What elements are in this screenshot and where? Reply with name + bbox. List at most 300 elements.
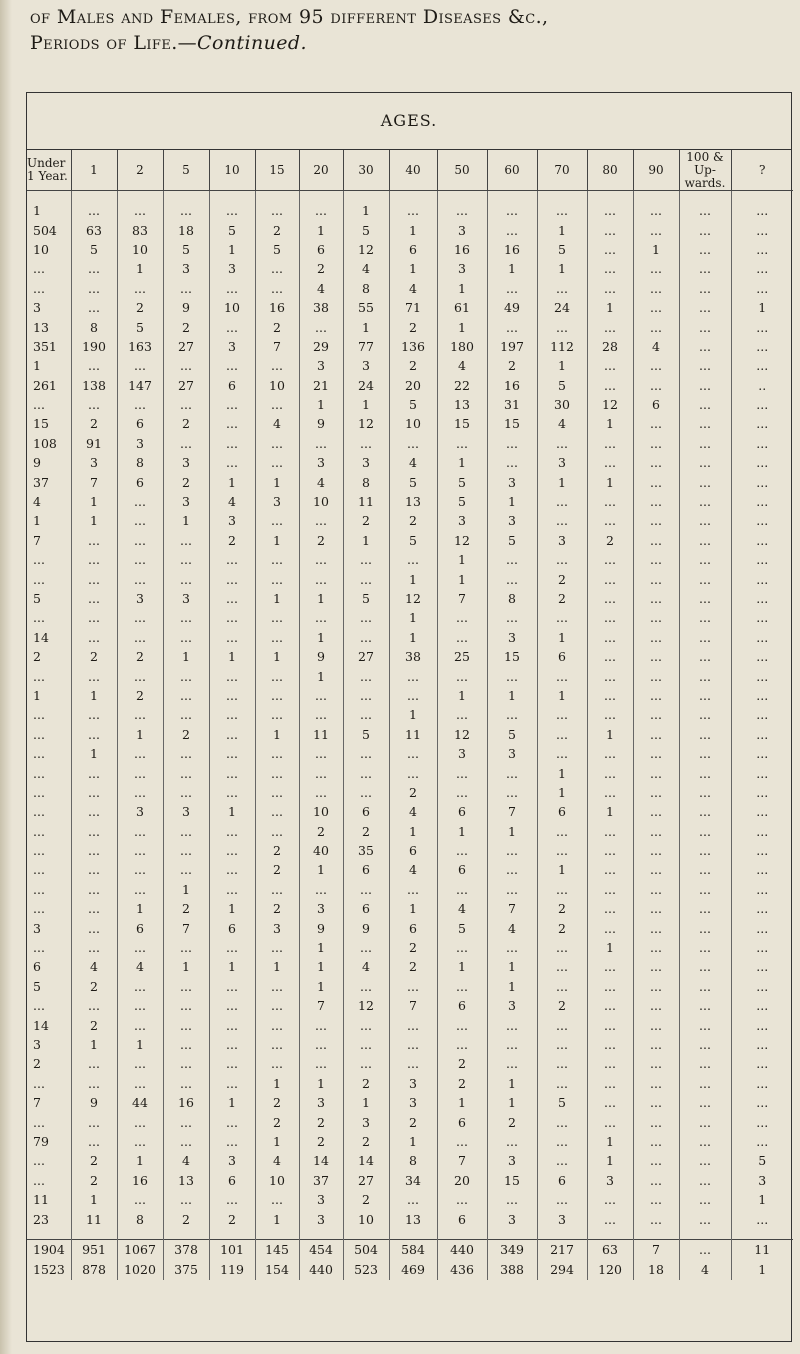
- table-cell: ...: [487, 608, 537, 627]
- table-cell: ...: [633, 1190, 679, 1209]
- table-cell: ...: [487, 201, 537, 220]
- table-cell: 3: [299, 453, 343, 472]
- table-cell: 3: [163, 802, 209, 821]
- table-cell: ...: [163, 783, 209, 802]
- spacer-cell: [633, 1229, 679, 1240]
- spacer-cell: [117, 191, 163, 202]
- table-cell: ...: [756, 435, 769, 451]
- table-cell: 10: [299, 492, 343, 511]
- table-cell: ...: [117, 783, 163, 802]
- table-cell: 10: [343, 1209, 389, 1228]
- table-cell: ...: [679, 841, 731, 860]
- table-row: [27, 201, 793, 220]
- table-cell: 8: [343, 472, 389, 491]
- table-cell: ...: [587, 1054, 633, 1073]
- table-cell: ...: [209, 434, 255, 453]
- table-cell: 2: [255, 220, 299, 239]
- table-cell: 440: [437, 1239, 487, 1260]
- table-cell: ...: [756, 668, 769, 684]
- table-cell: ...: [389, 550, 437, 569]
- table-cell: 1: [487, 259, 537, 278]
- table-cell: ...: [587, 589, 633, 608]
- table-cell: 2: [255, 317, 299, 336]
- table-cell: ...: [487, 1015, 537, 1034]
- table-cell: 145: [255, 1239, 299, 1260]
- table-cell: ...: [163, 395, 209, 414]
- spacer-cell: [587, 1229, 633, 1240]
- table-cell: 2: [299, 531, 343, 550]
- table-cell: ...: [587, 822, 633, 841]
- table-cell: 4: [299, 279, 343, 298]
- table-cell: ...: [633, 880, 679, 899]
- table-cell: 12: [343, 996, 389, 1015]
- table-cell: 11: [389, 725, 437, 744]
- table-cell: ...: [587, 783, 633, 802]
- table-cell: ...: [437, 841, 487, 860]
- table-cell: ...: [255, 686, 299, 705]
- table-cell: 2: [117, 686, 163, 705]
- table-cell: ...: [587, 1093, 633, 1112]
- table-cell: 2: [71, 1015, 117, 1034]
- spacer-cell: [487, 1229, 537, 1240]
- table-cell: ...: [255, 763, 299, 782]
- table-cell: 1: [255, 957, 299, 976]
- table-cell: 504: [27, 220, 71, 239]
- spacer-cell: [679, 1229, 731, 1240]
- table-cell: ...: [71, 1054, 117, 1073]
- table-cell: ...: [537, 1190, 587, 1209]
- table-cell: 1: [389, 1132, 437, 1151]
- table-cell: 12: [437, 531, 487, 550]
- table-cell: 63: [587, 1239, 633, 1260]
- table-cell: ...: [587, 860, 633, 879]
- table-cell: ...: [209, 880, 255, 899]
- table-cell: 12: [343, 414, 389, 433]
- table-cell: ...: [679, 1239, 731, 1260]
- heading-line-2-main: Periods of Life.—: [30, 32, 198, 54]
- table-cell: 7: [633, 1239, 679, 1260]
- table-cell: ...: [71, 1112, 117, 1131]
- table-cell: ...: [163, 1015, 209, 1034]
- table-cell: 8: [389, 1151, 437, 1170]
- table-cell: 7: [71, 472, 117, 491]
- table-cell: 1: [587, 298, 633, 317]
- table-cell: ...: [117, 977, 163, 996]
- table-cell: ...: [487, 1190, 537, 1209]
- ages-table-box: [26, 92, 792, 1342]
- table-cell: 8: [117, 1209, 163, 1228]
- table-cell: ...: [27, 1171, 71, 1190]
- table-cell: 878: [71, 1260, 117, 1280]
- table-cell: 20: [389, 376, 437, 395]
- spacer-cell: [71, 1229, 117, 1240]
- table-cell: ...: [633, 783, 679, 802]
- table-cell: 1: [587, 1151, 633, 1170]
- table-cell: ...: [389, 763, 437, 782]
- table-cell: ...: [756, 862, 769, 878]
- table-cell: 3: [209, 337, 255, 356]
- table-cell: 3: [487, 1209, 537, 1228]
- table-cell: 108: [27, 434, 71, 453]
- table-cell: ...: [163, 550, 209, 569]
- table-cell: ...: [679, 298, 731, 317]
- table-cell: ...: [679, 1035, 731, 1054]
- table-cell: ...: [71, 725, 117, 744]
- table-cell: ...: [679, 395, 731, 414]
- table-cell: 6: [117, 918, 163, 937]
- table-cell: ...: [587, 492, 633, 511]
- table-cell: ...: [209, 744, 255, 763]
- table-cell: 1: [71, 1035, 117, 1054]
- table-cell: 2: [343, 822, 389, 841]
- table-cell: ...: [756, 591, 769, 606]
- table-cell: 5: [537, 240, 587, 259]
- table-row: [27, 899, 793, 918]
- table-cell: 163: [117, 337, 163, 356]
- table-cell: 13: [389, 1209, 437, 1228]
- table-cell: ...: [537, 938, 587, 957]
- table-cell: ...: [679, 996, 731, 1015]
- spacer-cell: [731, 1229, 793, 1240]
- table-cell: 1: [299, 860, 343, 879]
- column-header: 2: [117, 150, 163, 191]
- table-cell: ...: [163, 841, 209, 860]
- table-cell: 5: [71, 240, 117, 259]
- table-cell: 2: [255, 841, 299, 860]
- table-cell: 2: [437, 1074, 487, 1093]
- table-cell: ...: [487, 317, 537, 336]
- table-cell: 3: [163, 453, 209, 472]
- table-cell: 261: [27, 376, 71, 395]
- table-cell: ...: [437, 977, 487, 996]
- table-cell: 10: [389, 414, 437, 433]
- table-cell: 2: [299, 822, 343, 841]
- table-cell: ...: [633, 589, 679, 608]
- table-cell: 4: [389, 453, 437, 472]
- table-cell: 1: [437, 822, 487, 841]
- table-cell: 2: [343, 1132, 389, 1151]
- table-cell: ...: [255, 511, 299, 530]
- table-cell: 3: [209, 259, 255, 278]
- table-cell: 2: [389, 356, 437, 375]
- table-cell: ...: [679, 434, 731, 453]
- table-cell: 3: [343, 453, 389, 472]
- table-cell: 3: [27, 1035, 71, 1054]
- table-cell: 16: [487, 240, 537, 259]
- spacer-cell: [389, 191, 437, 202]
- table-cell: 21: [299, 376, 343, 395]
- table-cell: ...: [343, 977, 389, 996]
- table-cell: 37: [299, 1171, 343, 1190]
- spacer-cell: [487, 191, 537, 202]
- spacer-cell: [209, 1229, 255, 1240]
- table-cell: ...: [679, 1171, 731, 1190]
- table-cell: ...: [27, 666, 71, 685]
- table-cell: 119: [209, 1260, 255, 1280]
- table-cell: ...: [255, 1054, 299, 1073]
- table-cell: ...: [679, 201, 731, 220]
- table-cell: ...: [27, 608, 71, 627]
- table-cell: ...: [537, 492, 587, 511]
- table-cell: ...: [117, 822, 163, 841]
- table-cell: 1: [758, 1192, 767, 1208]
- table-cell: ...: [209, 356, 255, 375]
- table-cell: 7: [389, 996, 437, 1015]
- table-cell: ...: [633, 1054, 679, 1073]
- table-cell: ...: [679, 240, 731, 259]
- table-cell: ...: [255, 569, 299, 588]
- table-row: [27, 783, 793, 802]
- table-cell: 6: [343, 860, 389, 879]
- table-cell: ...: [255, 453, 299, 472]
- table-cell: 1: [117, 725, 163, 744]
- table-cell: ...: [679, 763, 731, 782]
- table-cell: ...: [679, 725, 731, 744]
- table-cell: 3: [587, 1171, 633, 1190]
- table-cell: ...: [756, 338, 769, 354]
- table-cell: ...: [633, 744, 679, 763]
- table-cell: ...: [633, 608, 679, 627]
- table-cell: ...: [679, 1209, 731, 1228]
- table-cell: 1: [343, 531, 389, 550]
- table-cell: ...: [679, 686, 731, 705]
- table-cell: 1: [587, 802, 633, 821]
- table-cell: 1: [71, 511, 117, 530]
- table-cell: ...: [679, 783, 731, 802]
- table-cell: ...: [209, 395, 255, 414]
- table-cell: ...: [587, 317, 633, 336]
- table-cell: 217: [537, 1239, 587, 1260]
- table-cell: ...: [209, 1132, 255, 1151]
- table-cell: ...: [117, 279, 163, 298]
- table-cell: 1: [117, 1151, 163, 1170]
- table-cell: ...: [71, 1132, 117, 1151]
- table-cell: ...: [587, 550, 633, 569]
- table-row: [27, 918, 793, 937]
- table-cell: ...: [343, 938, 389, 957]
- table-cell: ...: [756, 823, 769, 839]
- table-cell: ...: [71, 356, 117, 375]
- table-cell: ...: [756, 707, 769, 723]
- table-cell: ...: [756, 552, 769, 568]
- table-cell: 2: [117, 298, 163, 317]
- table-cell: 120: [587, 1260, 633, 1280]
- table-cell: 6: [437, 802, 487, 821]
- table-cell: 1: [209, 802, 255, 821]
- table-cell: 1: [255, 531, 299, 550]
- table-cell: ...: [437, 1015, 487, 1034]
- table-cell: ...: [71, 705, 117, 724]
- table-cell: ...: [679, 414, 731, 433]
- table-cell: ...: [71, 996, 117, 1015]
- table-cell: ...: [209, 1054, 255, 1073]
- table-row: [27, 996, 793, 1015]
- table-cell: 523: [343, 1260, 389, 1280]
- table-cell: 8: [487, 589, 537, 608]
- table-cell: ...: [27, 763, 71, 782]
- table-cell: ...: [117, 705, 163, 724]
- table-cell: 3: [758, 1172, 767, 1188]
- table-cell: 3: [209, 1151, 255, 1170]
- table-cell: 11: [731, 1239, 793, 1260]
- table-row: [27, 841, 793, 860]
- table-cell: ...: [587, 1112, 633, 1131]
- table-cell: 7: [437, 1151, 487, 1170]
- table-cell: 1: [487, 1074, 537, 1093]
- table-cell: 28: [587, 337, 633, 356]
- table-cell: 4: [71, 957, 117, 976]
- table-cell: ...: [537, 1151, 587, 1170]
- table-cell: 1: [209, 472, 255, 491]
- table-cell: 1523: [27, 1260, 71, 1280]
- table-cell: ...: [117, 550, 163, 569]
- table-cell: 4: [27, 492, 71, 511]
- table-cell: ...: [163, 628, 209, 647]
- table-row: [27, 957, 793, 976]
- table-cell: 4: [389, 860, 437, 879]
- table-cell: ...: [633, 1015, 679, 1034]
- table-cell: 6: [437, 996, 487, 1015]
- table-cell: ...: [389, 880, 437, 899]
- table-cell: ...: [679, 918, 731, 937]
- table-cell: 8: [71, 317, 117, 336]
- table-cell: ...: [389, 744, 437, 763]
- column-header: Under 1 Year.: [27, 150, 71, 191]
- table-cell: ...: [537, 1035, 587, 1054]
- table-cell: 9: [27, 453, 71, 472]
- ages-table: [27, 150, 793, 1280]
- table-cell: ...: [587, 511, 633, 530]
- table-cell: 6: [437, 1112, 487, 1131]
- table-cell: 5: [343, 589, 389, 608]
- table-cell: 55: [343, 298, 389, 317]
- table-cell: ...: [71, 783, 117, 802]
- table-cell: 1: [27, 356, 71, 375]
- table-cell: 1: [437, 569, 487, 588]
- table-cell: ...: [27, 860, 71, 879]
- table-cell: ...: [756, 726, 769, 742]
- table-cell: 3: [487, 1151, 537, 1170]
- table-cell: 3: [537, 453, 587, 472]
- table-cell: 4: [437, 356, 487, 375]
- table-cell: ...: [587, 1074, 633, 1093]
- table-cell: ...: [163, 860, 209, 879]
- table-cell: ...: [71, 550, 117, 569]
- table-cell: 10: [299, 802, 343, 821]
- table-cell: 8: [343, 279, 389, 298]
- table-cell: ...: [27, 1151, 71, 1170]
- table-cell: 3: [437, 259, 487, 278]
- table-cell: ...: [209, 453, 255, 472]
- table-cell: 2: [389, 511, 437, 530]
- table-cell: ...: [209, 666, 255, 685]
- table-cell: 7: [255, 337, 299, 356]
- table-cell: ...: [756, 222, 769, 238]
- table-cell: ...: [255, 705, 299, 724]
- table-row: [27, 822, 793, 841]
- table-cell: ...: [537, 1074, 587, 1093]
- table-cell: ...: [537, 1015, 587, 1034]
- table-cell: 3: [299, 1209, 343, 1228]
- table-row: [27, 1035, 793, 1054]
- table-cell: ...: [587, 1015, 633, 1034]
- table-cell: 8: [117, 453, 163, 472]
- table-cell: ...: [437, 938, 487, 957]
- spacer-cell: [163, 1229, 209, 1240]
- table-cell: ...: [487, 569, 537, 588]
- table-cell: 1: [255, 589, 299, 608]
- table-cell: ...: [255, 666, 299, 685]
- table-cell: ...: [587, 608, 633, 627]
- table-cell: ...: [756, 358, 769, 374]
- table-cell: 2: [255, 1093, 299, 1112]
- table-cell: ...: [633, 376, 679, 395]
- table-cell: 44: [117, 1093, 163, 1112]
- table-cell: ...: [487, 1132, 537, 1151]
- table-cell: ...: [679, 569, 731, 588]
- heading-line-2: [30, 30, 790, 56]
- table-cell: ...: [255, 1190, 299, 1209]
- table-cell: 1: [587, 725, 633, 744]
- table-cell: 16: [255, 298, 299, 317]
- table-cell: 27: [343, 1171, 389, 1190]
- table-cell: ...: [117, 938, 163, 957]
- table-cell: ...: [255, 744, 299, 763]
- table-row: [27, 472, 793, 491]
- table-cell: ...: [679, 628, 731, 647]
- total-row: [27, 1239, 793, 1260]
- table-cell: ...: [679, 453, 731, 472]
- table-cell: ...: [163, 744, 209, 763]
- table-cell: ...: [756, 610, 769, 626]
- table-cell: ...: [343, 686, 389, 705]
- table-cell: 6: [537, 1171, 587, 1190]
- spacer-cell: [537, 1229, 587, 1240]
- table-cell: 1: [487, 977, 537, 996]
- table-cell: 504: [343, 1239, 389, 1260]
- table-cell: 3: [27, 298, 71, 317]
- table-row: [27, 1171, 793, 1190]
- table-cell: ...: [255, 996, 299, 1015]
- table-cell: ...: [679, 589, 731, 608]
- table-cell: ...: [587, 1190, 633, 1209]
- table-cell: 9: [71, 1093, 117, 1112]
- table-cell: ...: [587, 880, 633, 899]
- column-header: ?: [731, 150, 793, 191]
- table-cell: ...: [633, 899, 679, 918]
- column-header: 80: [587, 150, 633, 191]
- table-cell: ...: [343, 763, 389, 782]
- table-cell: ...: [756, 901, 769, 917]
- table-cell: 6: [437, 860, 487, 879]
- spacer-cell: [209, 191, 255, 202]
- table-cell: 4: [537, 414, 587, 433]
- table-cell: 5: [437, 918, 487, 937]
- table-cell: 5: [27, 977, 71, 996]
- table-row: [27, 298, 793, 317]
- table-cell: ...: [487, 783, 537, 802]
- table-cell: ...: [537, 201, 587, 220]
- table-cell: 5: [117, 317, 163, 336]
- table-cell: ...: [537, 317, 587, 336]
- table-cell: ...: [71, 918, 117, 937]
- table-cell: ...: [299, 511, 343, 530]
- table-cell: 2: [587, 531, 633, 550]
- table-cell: 1: [209, 957, 255, 976]
- spacer-row: [27, 1229, 793, 1240]
- table-cell: ...: [437, 608, 487, 627]
- table-cell: ...: [437, 1035, 487, 1054]
